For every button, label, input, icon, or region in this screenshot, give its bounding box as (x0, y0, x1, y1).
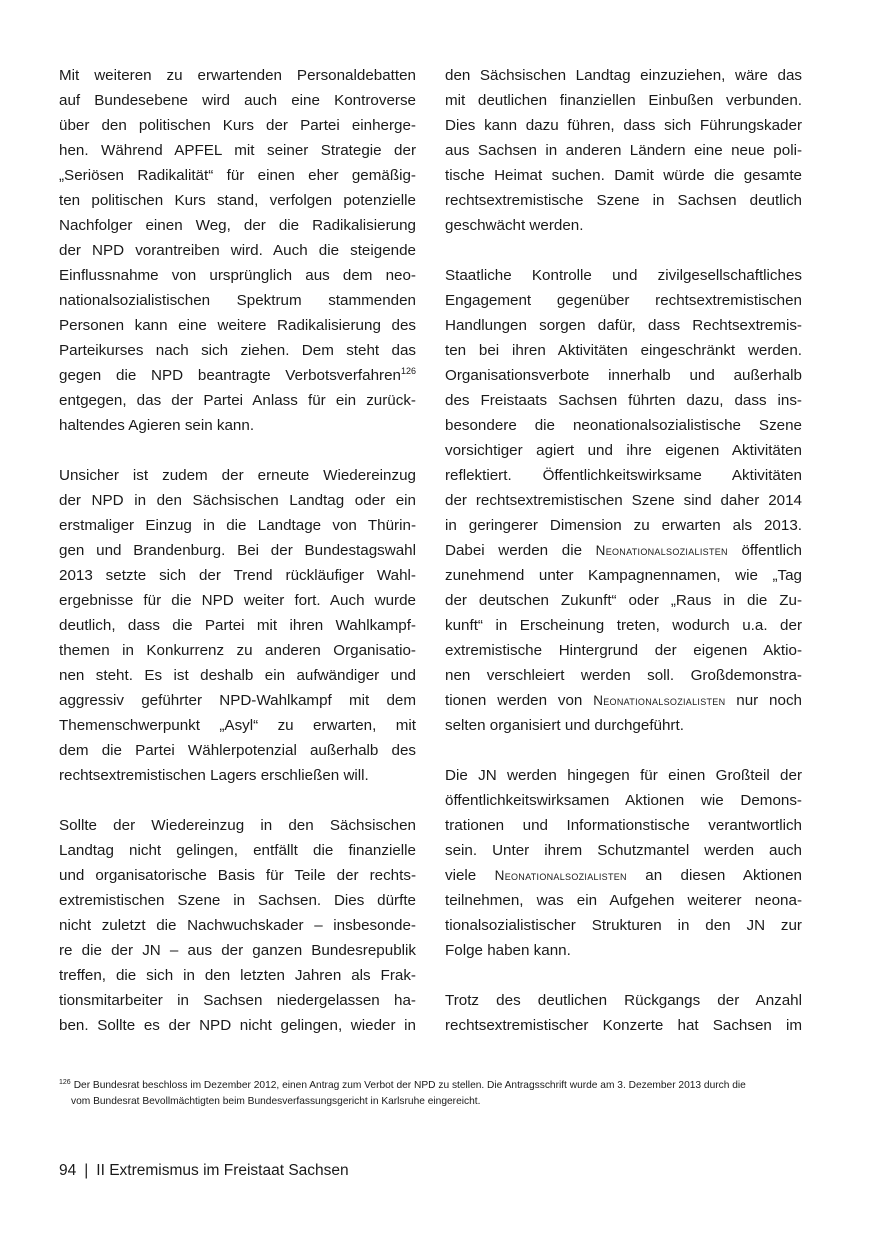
text-segment: nur noch (725, 692, 802, 709)
text-line: Staatliche Kontrolle und zivilgesellschaftliches (445, 267, 802, 284)
text-line: in geringerer Dimension zu erwarten als 2013. (445, 517, 802, 534)
text-line: der deutschen Zukunft“ oder „Raus in die Zu- (445, 592, 802, 609)
text-line: über den politischen Kurs der Partei einherge- (59, 117, 416, 134)
text-line: Sollte der Wiedereinzug in den Sächsischen (59, 817, 416, 834)
text-line: rechtsextremistischen Lagers erschließen will. (59, 767, 369, 784)
text-line: des Freistaats Sachsen führten dazu, dass ins- (445, 392, 802, 409)
text-line: hen. Während APFEL mit seiner Strategie der (59, 142, 416, 159)
text-line: und organisatorische Basis für Teile der rechts- (59, 867, 416, 884)
small-caps-term: Neonationalsozialisten (595, 543, 728, 558)
text-line: der rechtsextremistischen Szene sind daher 2014 (445, 492, 802, 509)
text-line: Themenschwerpunkt „Asyl“ zu erwarten, mit (59, 717, 416, 734)
text-line: teilnehmen, was ein Aufgehen weiterer neona- (445, 892, 802, 909)
text-line: zunehmend unter Kampagnennamen, wie „Tag (445, 567, 802, 584)
text-line: tionalsozialistischer Strukturen in den JN zur (445, 917, 802, 934)
text-segment: Dabei werden die (445, 542, 596, 559)
text-line: kunft“ in Erscheinung treten, wodurch u.a. der (445, 617, 802, 634)
text-line: den Sächsischen Landtag einzuziehen, wäre das (445, 67, 802, 84)
text-line: rechtsextremistische Szene in Sachsen deutlich (445, 192, 802, 209)
text-line: Dies kann dazu führen, dass sich Führungskader (445, 117, 802, 134)
text-line: nationalsozialistischen Spektrum stammenden (59, 292, 416, 309)
text-line: aggressiv geführter NPD-Wahlkampf mit dem (59, 692, 416, 709)
text-line: selten organisiert und durchgeführt. (445, 717, 684, 734)
text-line: rechtsextremistischer Konzerte hat Sachsen im (445, 1017, 802, 1034)
text-line (445, 538, 802, 563)
text-line: deutlich, dass die Partei mit ihren Wahlkampf- (59, 617, 416, 634)
text-line: reflektiert. Öffentlichkeitswirksame Aktivitäten (445, 467, 802, 484)
text-line: 2013 setzte sich der Trend rückläufiger Wahl- (59, 567, 416, 584)
footnote (59, 1078, 804, 1110)
text-line: öffentlichkeitswirksamen Aktionen wie Demons- (445, 792, 802, 809)
page-number: 94 (59, 1162, 77, 1179)
text-line: aus Sachsen in anderen Ländern eine neue poli- (445, 142, 802, 159)
paragraph (445, 988, 802, 1038)
text-line: erstmaliger Einzug in die Landtage von Thürin- (59, 517, 416, 534)
text-line: ten politischen Kurs stand, verfolgen potenzielle (59, 192, 416, 209)
text-line: Engagement gegenüber rechtsextremistischen (445, 292, 802, 309)
text-line: treffen, die sich in den letzten Jahren als Frak- (59, 967, 416, 984)
small-caps-term: Neonationalsozialisten (494, 868, 627, 883)
text-line: entgegen, das der Partei Anlass für ein zurück- (59, 392, 416, 409)
paragraph (59, 63, 416, 438)
text-line: Trotz des deutlichen Rückgangs der Anzahl (445, 992, 802, 1009)
text-segment: öffentlich (727, 542, 802, 559)
paragraph (59, 813, 416, 1038)
text-line: Parteikurses nach sich ziehen. Dem steht das (59, 342, 416, 359)
text-segment: gegen die NPD beantragte Verbotsverfahren (59, 367, 401, 384)
page-footer (59, 1159, 349, 1183)
text-line: Nachfolger einen Weg, der die Radikalisierung (59, 217, 416, 234)
left-column (59, 63, 416, 1038)
text-line (59, 363, 416, 388)
text-line: Unsicher ist zudem der erneute Wiedereinzug (59, 467, 416, 484)
text-line: tionsmitarbeiter in Sachsen niedergelassen ha- (59, 992, 416, 1009)
text-line (445, 863, 802, 888)
text-line: nicht zuletzt die Nachwuchskader – insbesonde- (59, 917, 416, 934)
footer-separator: | (84, 1162, 89, 1179)
text-line: nen verschleiert werden soll. Großdemonstra- (445, 667, 802, 684)
text-line: „Seriösen Radikalität“ für einen eher gemäßig- (59, 167, 416, 184)
text-line: nen steht. Es ist deshalb ein aufwändiger und (59, 667, 416, 684)
text-line: Landtag nicht gelingen, entfällt die finanzielle (59, 842, 416, 859)
text-line: vorsichtiger agiert und ihre eigenen Aktivitäten (445, 442, 802, 459)
text-line: Mit weiteren zu erwartenden Personaldebatten (59, 67, 416, 84)
text-line: auf Bundesebene wird auch eine Kontroverse (59, 92, 416, 109)
footnote-reference[interactable]: 126 (400, 366, 416, 376)
text-line: sein. Unter ihrem Schutzmantel werden auch (445, 842, 802, 859)
text-line: trationen und Informationstische verantwortlich (445, 817, 802, 834)
footnote-text: Der Bundesrat beschloss im Dezember 2012, einen Antrag zum Verbot der NPD zu stellen. Die Antragsschrift wurde am 3. Dezember 2013 durch die (73, 1080, 746, 1091)
paragraph (445, 63, 802, 238)
section-title: II Extremismus im Freistaat Sachsen (96, 1162, 349, 1179)
text-line: tische Heimat suchen. Damit würde die gesamte (445, 167, 802, 184)
right-column (445, 63, 802, 1038)
text-line: ergebnisse für die NPD weiter fort. Auch wurde (59, 592, 416, 609)
text-line: Organisationsverbote innerhalb und außerhalb (445, 367, 802, 384)
text-line: haltendes Agieren sein kann. (59, 417, 255, 434)
footnote-number: 126 (59, 1079, 71, 1086)
text-line: ten bei ihren Aktivitäten eingeschränkt werden. (445, 342, 802, 359)
text-line: Personen kann eine weitere Radikalisierung des (59, 317, 416, 334)
text-line: Einflussnahme von ursprünglich aus dem neo- (59, 267, 416, 284)
text-line: dem die Partei Wählerpotenzial außerhalb des (59, 742, 416, 759)
paragraph (445, 263, 802, 738)
text-line: Handlungen sorgen dafür, dass Rechtsextremis- (445, 317, 802, 334)
text-line (445, 688, 802, 713)
footnote-text: vom Bundesrat Bevollmächtigten beim Bundesverfassungsgericht in Karlsruhe eingereicht. (71, 1096, 481, 1107)
text-segment: an diesen Aktionen (626, 867, 802, 884)
text-line: besondere die neonationalsozialistische Szene (445, 417, 802, 434)
text-line: ben. Sollte es der NPD nicht gelingen, wieder in (59, 1017, 416, 1034)
text-line: themen in Konkurrenz zu anderen Organisatio- (59, 642, 416, 659)
text-line: extremistische Hintergrund der eigenen Aktio- (445, 642, 802, 659)
text-line: der NPD vorantreiben wird. Auch die steigende (59, 242, 416, 259)
small-caps-term: Neonationalsozialisten (593, 693, 726, 708)
text-line: mit deutlichen finanziellen Einbußen verbunden. (445, 92, 802, 109)
text-line: re die der JN – aus der ganzen Bundesrepublik (59, 942, 416, 959)
paragraph (445, 763, 802, 963)
paragraph (59, 463, 416, 788)
text-line: Die JN werden hingegen für einen Großteil der (445, 767, 802, 784)
text-line: gen und Brandenburg. Bei der Bundestagswahl (59, 542, 416, 559)
text-line: Folge haben kann. (445, 942, 571, 959)
text-line: extremistischen Szene in Sachsen. Dies dürfte (59, 892, 416, 909)
text-line: geschwächt werden. (445, 217, 584, 234)
text-segment: viele (445, 867, 495, 884)
text-line: der NPD in den Sächsischen Landtag oder ein (59, 492, 416, 509)
text-segment: tionen werden von (445, 692, 594, 709)
